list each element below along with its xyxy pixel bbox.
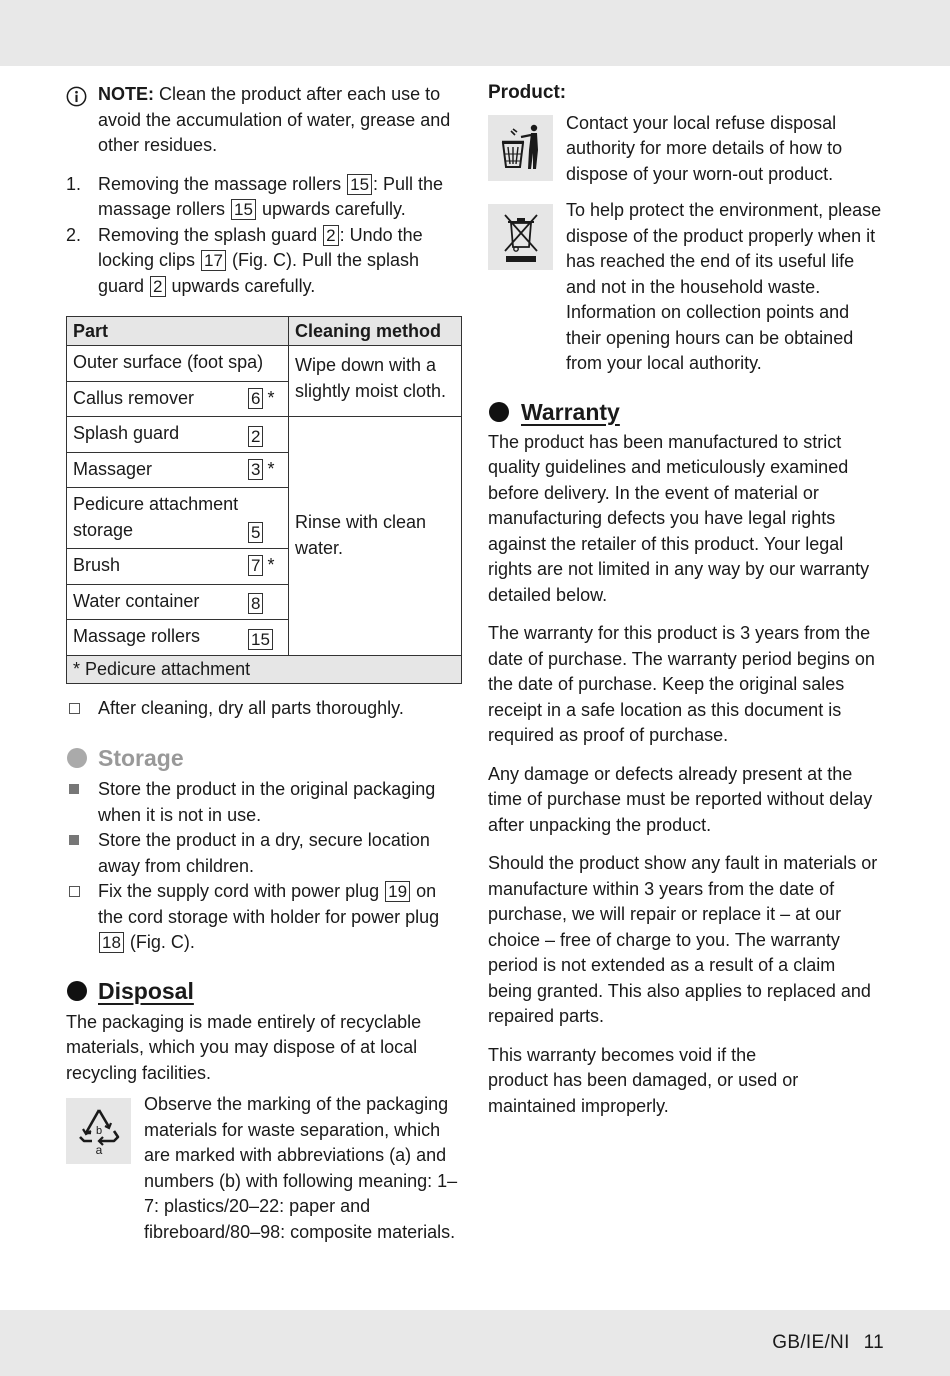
note-block bbox=[66, 82, 462, 159]
col-header-method: Cleaning method bbox=[289, 317, 462, 346]
ref-number: 6 bbox=[248, 388, 263, 409]
asterisk: * bbox=[267, 555, 275, 575]
recycle-icon bbox=[76, 1106, 122, 1156]
warranty-paragraph: The product has been manufactured to strict quality guidelines and meticulously examined before delivery. In the event of material or manufacturing defects you have legal rights against the retailer of this product. Your legal rights are not limited in any way by our warranty detailed below. bbox=[488, 431, 870, 605]
part-name: Massager bbox=[73, 458, 153, 479]
ref-number: 15 bbox=[231, 199, 256, 220]
method-wipe: Wipe down with a slightly moist cloth. bbox=[289, 346, 462, 417]
footer-region: GB/IE/NI bbox=[772, 1332, 850, 1353]
note-text: Clean the product after each use to avoid the accumulation of water, grease and other residues. bbox=[98, 84, 451, 155]
part-name: Outer surface (foot spa) bbox=[73, 352, 264, 372]
disposal-heading bbox=[66, 976, 462, 1006]
ref-number: 5 bbox=[248, 522, 263, 543]
bin-row bbox=[488, 112, 884, 188]
ref-number: 2 bbox=[150, 276, 165, 297]
part-cell bbox=[67, 584, 289, 620]
bin-icon-box bbox=[488, 115, 553, 181]
part-name: Splash guard bbox=[73, 423, 180, 443]
part-cell bbox=[67, 346, 289, 382]
part-name: Pedicure attachment storage bbox=[73, 494, 239, 540]
recycle-row bbox=[66, 1094, 462, 1245]
header-band bbox=[0, 0, 950, 66]
step-item bbox=[66, 223, 462, 300]
warranty-heading-text: Warranty bbox=[521, 398, 620, 425]
checkbox-square-icon bbox=[69, 886, 80, 897]
storage-cord-item bbox=[66, 879, 462, 956]
checkbox-square-icon bbox=[69, 703, 80, 714]
ref-number: 18 bbox=[99, 932, 124, 953]
col-header-part: Part bbox=[67, 317, 289, 346]
after-cleaning-item bbox=[66, 696, 462, 722]
asterisk: * bbox=[267, 458, 275, 479]
part-name: Water container bbox=[73, 590, 200, 611]
step-text: : Pull the massage rollers bbox=[98, 173, 444, 219]
step-text: upwards carefully. bbox=[256, 199, 406, 219]
ref-number: 17 bbox=[201, 250, 226, 271]
ref-number: 3 bbox=[248, 459, 263, 480]
table-row bbox=[67, 346, 462, 382]
warranty-paragraph: Should the product show any fault in materials or manufacture within 3 years from the date of purchase, we will repair or replace it – at our choice – free of charge to you. The warranty period is not extended as a result of a claim being granted. This also applies to replaced and repaired parts. bbox=[488, 853, 878, 1026]
step-text: (Fig. C). Pull the splash guard bbox=[98, 250, 420, 296]
ref-number: 15 bbox=[347, 174, 372, 195]
warranty-paragraph: This warranty becomes void if the product has been damaged, or used or maintained improperly. bbox=[488, 1044, 799, 1116]
recycle-icon-box bbox=[66, 1098, 131, 1164]
trash-bin-icon bbox=[499, 123, 543, 173]
storage-item-text: Store the product in the original packaging when it is not in use. bbox=[98, 779, 436, 825]
info-icon bbox=[66, 86, 87, 107]
crossed-bin-icon bbox=[501, 211, 541, 263]
part-cell bbox=[67, 452, 289, 488]
part-cell bbox=[67, 488, 289, 549]
method-rinse: Rinse with clean water. bbox=[289, 417, 462, 656]
storage-item-text: Store the product in a dry, secure location away from children. bbox=[98, 830, 430, 876]
right-column bbox=[488, 80, 884, 1119]
part-name: Callus remover bbox=[73, 387, 195, 408]
warranty-paragraph: Any damage or defects already present at the time of purchase must be reported without delay after unpacking the product. bbox=[488, 763, 873, 835]
warranty-paragraph: The warranty for this product is 3 years from the date of purchase. The warranty period begins on the date of purchase. Keep the original sales receipt in a safe location as this document is required as proof of purchase. bbox=[488, 623, 875, 745]
cord-text: (Fig. C). bbox=[124, 932, 195, 952]
ref-number: 19 bbox=[385, 881, 410, 902]
warranty-heading bbox=[488, 397, 884, 427]
environment-text: To help protect the environment, please dispose of the product properly when it has reached the end of its useful life and not in the household waste. Information on collection points and their opening hours can be obtained from your local authority. bbox=[566, 200, 882, 373]
ref-number: 2 bbox=[323, 225, 338, 246]
bullet-dot-icon bbox=[67, 981, 87, 1001]
recycle-a-label: a bbox=[95, 1143, 102, 1156]
step-text: Removing the massage rollers bbox=[98, 173, 347, 194]
ref-number: 8 bbox=[248, 593, 263, 614]
cleaning-table bbox=[66, 316, 462, 684]
ref-number: 15 bbox=[248, 629, 273, 650]
storage-item bbox=[66, 828, 462, 879]
note-label: NOTE: bbox=[98, 84, 154, 104]
step-text: Removing the splash guard bbox=[98, 224, 323, 245]
step-number: 2. bbox=[66, 224, 82, 245]
left-column bbox=[66, 82, 462, 1245]
storage-heading bbox=[66, 743, 462, 773]
bullet-dot-icon bbox=[489, 402, 509, 422]
part-cell bbox=[67, 417, 289, 453]
step-number: 1. bbox=[66, 173, 82, 194]
table-footnote-row bbox=[67, 655, 462, 683]
ref-number: 7 bbox=[248, 555, 263, 576]
cord-text: Fix the supply cord with power plug bbox=[98, 881, 385, 901]
asterisk: * bbox=[267, 387, 275, 408]
disposal-heading-text: Disposal bbox=[98, 977, 194, 1004]
step-text: : Undo the locking clips bbox=[98, 224, 423, 270]
storage-item bbox=[66, 777, 462, 828]
contact-text: Contact your local refuse disposal authority for more details of how to dispose of your worn-out product. bbox=[566, 112, 843, 184]
marking-text: Observe the marking of the packaging materials for waste separation, which are marked with abbreviations (a) and numbers (b) with following meaning: 1–7: plastics/20–22: paper and fibreboard/80–98: composite materials. bbox=[144, 1094, 458, 1242]
ref-number: 2 bbox=[248, 426, 263, 447]
part-name: Massage rollers bbox=[73, 626, 201, 646]
weee-row bbox=[488, 200, 884, 377]
part-name: Brush bbox=[73, 555, 121, 575]
storage-heading-text: Storage bbox=[98, 745, 184, 771]
recycle-b-label: b bbox=[95, 1125, 102, 1137]
square-bullet-icon bbox=[69, 835, 79, 845]
step-text: upwards carefully. bbox=[166, 275, 316, 296]
weee-icon-box bbox=[488, 204, 553, 270]
part-cell bbox=[67, 549, 289, 585]
square-bullet-icon bbox=[69, 784, 79, 794]
table-footnote: * Pedicure attachment bbox=[67, 655, 462, 683]
table-header-row bbox=[67, 317, 462, 346]
table-row bbox=[67, 417, 462, 453]
page-footer bbox=[772, 1330, 884, 1356]
disposal-intro: The packaging is made entirely of recyclable materials, which you may dispose of at local recycling facilities. bbox=[66, 1011, 422, 1083]
steps-list bbox=[66, 172, 462, 300]
step-item bbox=[66, 172, 462, 223]
cord-text: on the cord storage with holder for power plug bbox=[98, 881, 440, 927]
page-number: 11 bbox=[863, 1332, 884, 1353]
after-cleaning-text: After cleaning, dry all parts thoroughly. bbox=[98, 697, 404, 718]
product-heading: Product: bbox=[488, 82, 567, 103]
part-cell bbox=[67, 620, 289, 656]
bullet-dot-icon bbox=[67, 748, 87, 768]
part-cell bbox=[67, 381, 289, 417]
